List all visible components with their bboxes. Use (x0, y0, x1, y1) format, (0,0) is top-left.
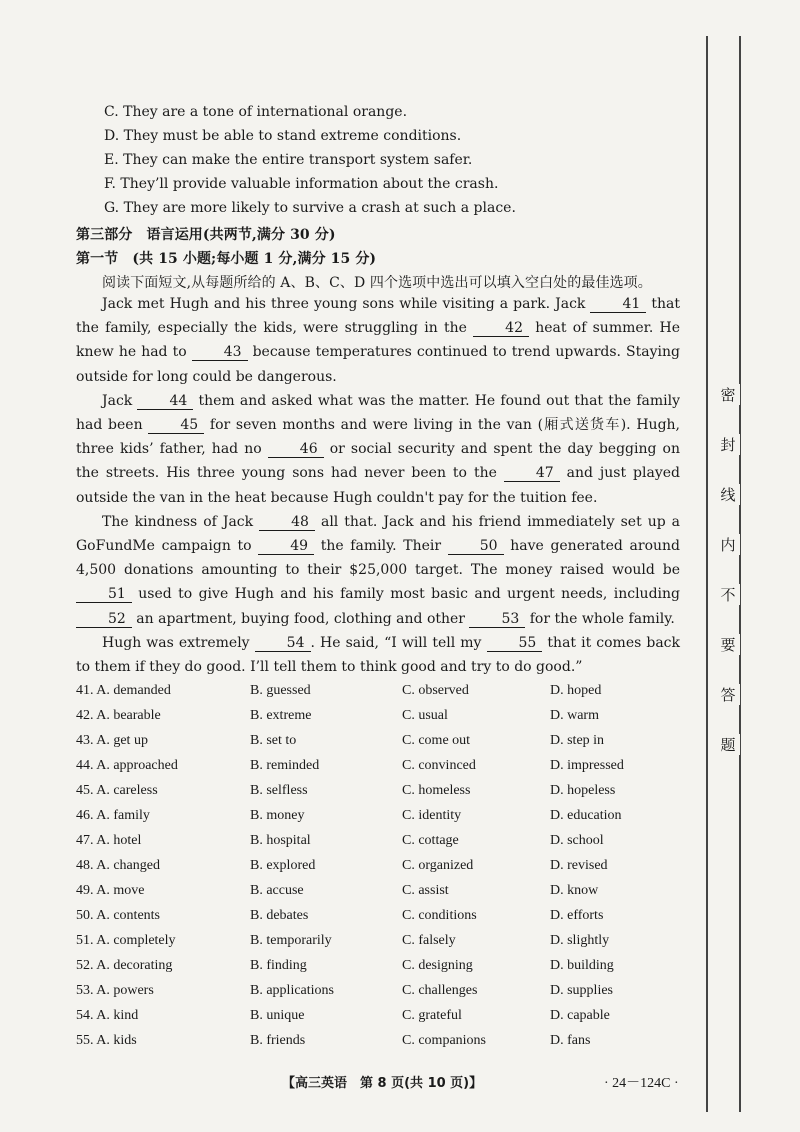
choice-d: D. building (550, 958, 614, 973)
choice-c: C. falsely (402, 933, 456, 948)
seal-char: 线 (716, 484, 740, 505)
choice-a: 55. A. kids (76, 1033, 137, 1048)
choice-d: D. capable (550, 1008, 610, 1023)
choice-c: C. homeless (402, 783, 471, 798)
choice-d: D. impressed (550, 758, 624, 773)
part-title: 第三部分 语言运用(共两节,满分 30 分) (76, 227, 336, 243)
option-g: G. They are more likely to survive a crash at such a place. (104, 200, 516, 216)
choice-c: C. challenges (402, 983, 478, 998)
choice-d: D. supplies (550, 983, 613, 998)
text: for seven months and were living in the van (厢式送货车). Hugh, three kids’ father, had no (76, 417, 681, 458)
blank-54: 54 (255, 635, 311, 652)
option-d: D. They must be able to stand extreme conditions. (104, 128, 462, 144)
choice-a: 51. A. completely (76, 933, 176, 948)
question-48 (76, 858, 676, 882)
question-42 (76, 708, 676, 732)
choice-b: B. friends (250, 1033, 306, 1048)
text: all that. Jack and his friend immediately set up a GoFundMe campaign to (76, 513, 681, 555)
text: have generated around 4,500 donations amounting to their $25,000 target. The money raised would be (76, 538, 681, 579)
choice-c: C. assist (402, 883, 449, 898)
choice-a: 45. A. careless (76, 783, 158, 798)
text: Jack (102, 392, 133, 409)
text: them and asked what was the matter. He found out that the family had been (76, 392, 680, 434)
text: and just played outside the van in the heat because Hugh couldn't pay for the tuition fee. (76, 465, 681, 506)
question-45 (76, 783, 676, 807)
blank-55: 55 (487, 635, 543, 652)
option-e: E. They can make the entire transport system safer. (104, 152, 473, 168)
choice-b: B. money (250, 808, 305, 823)
blank-41: 41 (590, 296, 646, 313)
paragraph-3 (76, 510, 680, 631)
sub-title: 第一节 (共 15 小题;每小题 1 分,满分 15 分) (76, 251, 377, 267)
question-51 (76, 933, 676, 957)
choice-b: B. set to (250, 733, 297, 748)
choice-a: 50. A. contents (76, 908, 160, 923)
text: Jack met Hugh and his three young sons while visiting a park. Jack (102, 296, 586, 312)
blank-48: 48 (259, 514, 315, 531)
text: that it comes back to them if they do good. I’ll tell them to think good and try to do good.” (76, 634, 680, 676)
choice-c: C. companions (402, 1033, 486, 1048)
question-50 (76, 908, 676, 932)
question-44 (76, 758, 676, 782)
paper-code: · 24－124C · (604, 1076, 679, 1091)
choice-c: C. designing (402, 958, 473, 973)
seal-char: 答 (716, 684, 740, 705)
binding-line-left (706, 36, 708, 1112)
choice-d: D. education (550, 808, 622, 823)
seal-char: 要 (716, 634, 740, 655)
choice-b: B. explored (250, 858, 316, 873)
seal-char: 题 (716, 734, 740, 755)
question-49 (76, 883, 676, 907)
choice-c: C. organized (402, 858, 474, 873)
choice-a: 52. A. decorating (76, 958, 173, 973)
blank-45: 45 (148, 417, 204, 434)
blank-44: 44 (137, 393, 193, 410)
choice-b: B. reminded (250, 758, 320, 773)
text: heat of summer. He knew he had to (76, 320, 681, 361)
choice-d: D. fans (550, 1033, 591, 1048)
choice-c: C. grateful (402, 1008, 462, 1023)
choice-d: D. hoped (550, 683, 602, 698)
seal-char: 封 (716, 434, 740, 455)
text: the family. Their (320, 538, 442, 555)
choice-d: D. school (550, 833, 604, 848)
choice-a: 46. A. family (76, 808, 150, 823)
choice-d: D. revised (550, 858, 608, 873)
choice-b: B. unique (250, 1008, 305, 1023)
choice-b: B. selfless (250, 783, 308, 798)
choice-d: D. know (550, 883, 599, 898)
blank-51: 51 (76, 586, 132, 603)
choice-c: C. usual (402, 708, 448, 723)
question-54 (76, 1008, 676, 1032)
text: Hugh was extremely (102, 634, 250, 651)
question-47 (76, 833, 676, 857)
choice-c: C. convinced (402, 758, 476, 773)
choice-b: B. hospital (250, 833, 311, 848)
blank-52: 52 (76, 611, 132, 628)
paragraph-4 (76, 631, 680, 679)
choice-a: 41. A. demanded (76, 683, 171, 698)
choice-d: D. slightly (550, 933, 610, 948)
blank-49: 49 (258, 538, 314, 555)
choice-b: B. temporarily (250, 933, 332, 948)
choice-a: 48. A. changed (76, 858, 160, 873)
choice-a: 49. A. move (76, 883, 145, 898)
text: or social security and spent the day begging on the streets. His three young sons had never been to the (76, 441, 680, 482)
page-footer: 【高三英语 第 8 页(共 10 页)】 (282, 1076, 483, 1091)
text: for the whole family. (529, 610, 675, 627)
text: . He said, “I will tell my (310, 634, 482, 651)
question-52 (76, 958, 676, 982)
choice-a: 42. A. bearable (76, 708, 161, 723)
question-53 (76, 983, 676, 1007)
seal-char: 不 (716, 584, 740, 605)
question-43 (76, 733, 676, 757)
blank-42: 42 (473, 320, 529, 337)
choice-a: 43. A. get up (76, 733, 148, 748)
choice-c: C. identity (402, 808, 462, 823)
question-55 (76, 1033, 676, 1057)
question-41 (76, 683, 676, 707)
blank-50: 50 (448, 538, 504, 555)
blank-46: 46 (268, 441, 324, 458)
choice-c: C. observed (402, 683, 469, 698)
text: The kindness of Jack (102, 513, 254, 530)
choice-d: D. warm (550, 708, 599, 723)
text: used to give Hugh and his family most basic and urgent needs, including (138, 586, 680, 603)
seal-char: 密 (716, 384, 740, 405)
choice-a: 47. A. hotel (76, 833, 142, 848)
blank-43: 43 (192, 344, 248, 361)
choice-b: B. extreme (250, 708, 312, 723)
blank-47: 47 (504, 465, 560, 482)
instruction: 阅读下面短文,从每题所给的 A、B、C、D 四个选项中选出可以填入空白处的最佳选项。 (102, 275, 652, 291)
choice-c: C. cottage (402, 833, 459, 848)
cloze-passage (76, 292, 680, 679)
blank-53: 53 (469, 611, 525, 628)
text: an apartment, buying food, clothing and other (136, 610, 465, 627)
question-46 (76, 808, 676, 832)
paragraph-1 (76, 292, 680, 389)
choice-c: C. conditions (402, 908, 477, 923)
option-c: C. They are a tone of international orange. (104, 104, 408, 120)
choice-c: C. come out (402, 733, 471, 748)
choice-d: D. hopeless (550, 783, 616, 798)
choice-a: 54. A. kind (76, 1008, 139, 1023)
choice-b: B. debates (250, 908, 309, 923)
choice-b: B. guessed (250, 683, 311, 698)
paragraph-2 (76, 389, 680, 510)
choice-d: D. step in (550, 733, 605, 748)
text: that the family, especially the kids, were struggling in the (76, 296, 680, 337)
binding-line-right (739, 36, 741, 1112)
choice-b: B. finding (250, 958, 307, 973)
text: because temperatures continued to trend upwards. Staying outside for long could be dangerous. (76, 344, 680, 385)
option-f: F. They’ll provide valuable information about the crash. (104, 176, 499, 192)
seal-char: 内 (716, 534, 740, 555)
choice-a: 53. A. powers (76, 983, 154, 998)
choice-b: B. accuse (250, 883, 304, 898)
choice-d: D. efforts (550, 908, 604, 923)
choice-b: B. applications (250, 983, 334, 998)
choice-a: 44. A. approached (76, 758, 178, 773)
